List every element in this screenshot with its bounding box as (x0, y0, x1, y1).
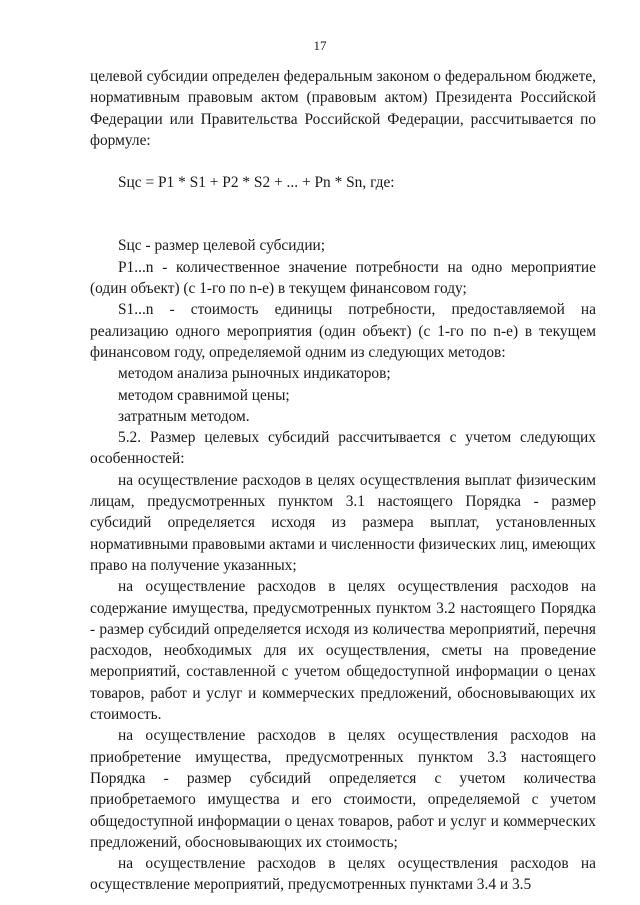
list-item: на осуществление расходов в целях осуществления расходов на приобретение имущества, предусмотренных пунктом 3.3 настоящего Порядка - размер субсидий определяется с учетом количества приобретаемого имущества и его стоимости, определяемой с учетом общедоступной информации о ценах товаров, работ и услуг и коммерческих предложений, обосновывающих их стоимость; (90, 727, 596, 851)
page-number: 17 (313, 38, 327, 53)
list-item: на осуществление расходов в целях осуществления выплат физическим лицам, предусмотренных пунктом 3.1 настоящего Порядка - размер субсидий определяется исходя из размера выплат, установленных нормативными правовыми актами и численности физических лиц, имеющих право на получение указанных; (90, 471, 596, 574)
list-item: на осуществление расходов в целях осуществления расходов на содержание имущества, предусмотренных пунктом 3.2 настоящего Порядка - размер субсидий определяется исходя из количества мероприятий, перечня расходов, необходимых для их осуществления, сметы на проведение мероприятий, составленной с учетом общедоступной информации о ценах товаров, работ и услуг и коммерческих предложений, обосновывающих их стоимость. (90, 578, 596, 724)
paragraph-intro: целевой субсидии определен федеральным законом о федеральном бюджете, нормативным правовым актом (правовым актом) Президента Российской Федерации или Правительства Российской Федерации, рассчитывается по формуле: (90, 68, 596, 149)
spacer (90, 151, 596, 172)
list-item: на осуществление расходов в целях осуществления расходов на осуществление мероприятий, предусмотренных пунктами 3.4 и 3.5 (90, 855, 596, 894)
method-comparable: методом сравнимой цены; (118, 386, 290, 404)
definition-s1: S1...n - стоимость единицы потребности, предоставляемой на реализацию одного мероприятия (один объект) (с 1-го по n-е) в текущем финансовом году, определяемой одним из следующих методов: (90, 301, 596, 361)
spacer (90, 193, 596, 214)
method-cost: затратным методом. (118, 407, 250, 425)
definition-p: P1...n - количественное значение потребности на одно мероприятие (один объект) (с 1-го по n-е) в текущем финансовом году; (90, 258, 596, 298)
definition-s: Sцс - размер целевой субсидии; (118, 237, 326, 255)
clause-5-2: 5.2. Размер целевых субсидий рассчитывается с учетом следующих особенностей: (90, 429, 596, 468)
spacer (90, 214, 596, 235)
document-body (90, 66, 596, 896)
method-market: методом анализа рыночных индикаторов; (118, 365, 391, 383)
formula: Sцс = P1 * S1 + P2 * S2 + ... + Pn * Sn, где: (118, 174, 395, 192)
